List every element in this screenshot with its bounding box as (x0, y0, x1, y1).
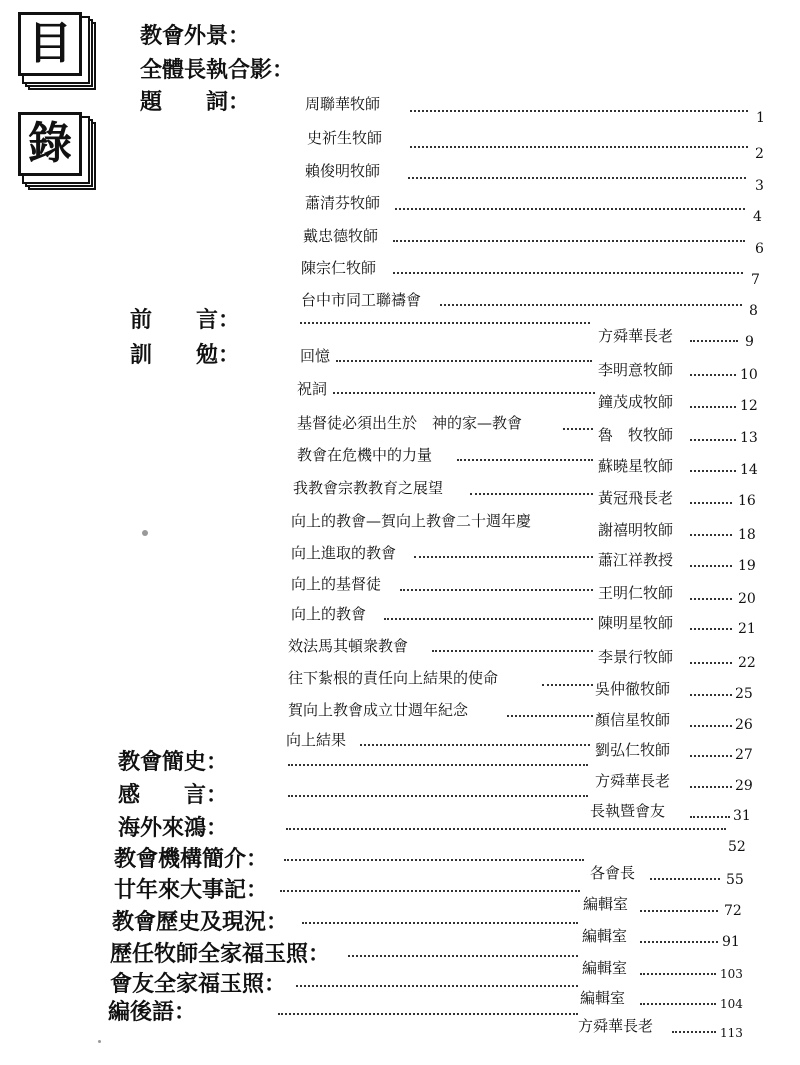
toc-entry-page: 8 (749, 303, 758, 319)
toc-entry-author: 編輯室 (582, 927, 628, 945)
scan-speck (98, 1040, 101, 1043)
toc-entry-page: 7 (751, 272, 760, 288)
toc-entry-page: 26 (735, 717, 753, 733)
toc-entry-page: 113 (720, 1026, 743, 1040)
toc-entry-title: 祝詞 (297, 380, 328, 398)
toc-entry-title: 台中市同工聯禱會 (301, 291, 422, 309)
section-history: 教會簡史： (118, 750, 229, 775)
toc-entry-page: 31 (733, 808, 751, 824)
title-char-mu: 目 (18, 12, 82, 76)
toc-entry-author: 謝禧明牧師 (598, 521, 674, 539)
toc-entry-title: 我教會宗教教育之展望 (293, 479, 444, 497)
toc-entry-page: 10 (740, 367, 758, 383)
toc-entry-title: 向上的基督徒 (291, 575, 382, 593)
toc-entry-title: 周聯華牧師 (305, 95, 381, 113)
toc-entry-author: 方舜華長老 (595, 772, 671, 790)
section-pastors-photos: 歷任牧師全家福玉照： (110, 942, 331, 967)
toc-entry-page: 19 (738, 558, 756, 574)
toc-entry-title: 向上進取的教會 (291, 544, 397, 562)
toc-entry-page: 27 (735, 747, 753, 763)
section-preface: 前 言： (130, 308, 241, 333)
toc-entry-author: 吳仲徹牧師 (595, 680, 671, 698)
toc-entry-page: 16 (738, 493, 756, 509)
toc-entry-author: 顏信星牧師 (595, 711, 671, 729)
toc-entry-title: 教會在危機中的力量 (297, 446, 433, 464)
toc-entry-title: 向上的教會 (291, 605, 367, 623)
toc-entry-author: 李景行牧師 (598, 648, 674, 666)
toc-entry-page: 9 (745, 334, 754, 350)
section-overseas: 海外來鴻： (118, 816, 229, 841)
toc-entry-author: 黃冠飛長老 (598, 489, 674, 507)
title-char-lu: 錄 (18, 112, 82, 176)
toc-entry-title: 向上結果 (286, 731, 347, 749)
toc-entry-page: 3 (755, 178, 764, 194)
section-chronicle: 廿年來大事記： (114, 878, 269, 903)
toc-entry-author: 編輯室 (582, 959, 628, 977)
toc-entry-author: 蕭江祥教授 (598, 551, 674, 569)
toc-entry-page: 4 (753, 209, 762, 225)
toc-entry-author: 蘇曉星牧師 (598, 457, 674, 475)
toc-entry-page: 104 (720, 997, 743, 1011)
toc-entry-title: 賴俊明牧師 (305, 162, 381, 180)
section-thanks: 感 言： (118, 783, 229, 808)
toc-entry-page: 18 (738, 527, 756, 543)
section-members-photos: 會友全家福玉照： (110, 972, 287, 997)
toc-entry-title: 效法馬其頓衆教會 (288, 637, 409, 655)
section-institutions: 教會機構簡介： (114, 847, 269, 872)
section-history-now: 教會歷史及現況： (112, 910, 289, 935)
toc-entry-page: 52 (728, 839, 746, 855)
toc-entry-title: 回憶 (300, 347, 331, 365)
toc-entry-title: 往下紮根的責任向上結果的使命 (288, 669, 499, 687)
toc-entry-page: 72 (724, 903, 742, 919)
toc-entry-page: 12 (740, 398, 758, 414)
title-block-lu (18, 112, 96, 190)
title-block-mu (18, 12, 96, 90)
toc-entry-page: 14 (740, 462, 758, 478)
scan-speck (142, 530, 148, 536)
toc-entry-page: 2 (755, 146, 764, 162)
section-exterior: 教會外景： (140, 24, 251, 49)
section-inscriptions: 題 詞： (140, 90, 251, 115)
toc-entry-page: 1 (756, 110, 765, 126)
toc-entry-page: 22 (738, 655, 756, 671)
toc-entry-author: 劉弘仁牧師 (595, 741, 671, 759)
toc-entry-page: 25 (735, 686, 753, 702)
section-afterword: 編後語： (108, 1000, 197, 1025)
toc-entry-title: 陳宗仁牧師 (301, 259, 377, 277)
toc-entry-author: 李明意牧師 (598, 361, 674, 379)
toc-entry-author: 編輯室 (580, 989, 626, 1007)
toc-entry-title: 戴忠德牧師 (303, 227, 379, 245)
toc-entry-title: 賀向上教會成立廿週年紀念 (288, 701, 469, 719)
toc-entry-page: 6 (755, 241, 764, 257)
toc-entry-page: 55 (726, 872, 744, 888)
toc-entry-author: 王明仁牧師 (598, 584, 674, 602)
toc-entry-page: 103 (720, 967, 743, 981)
toc-entry-author: 長執暨會友 (590, 802, 666, 820)
toc-entry-author: 魯 牧牧師 (598, 426, 674, 444)
toc-entry-title: 史祈生牧師 (307, 129, 383, 147)
toc-entry-page: 91 (722, 934, 740, 950)
toc-entry-title: 蕭清芬牧師 (305, 194, 381, 212)
toc-entry-page: 20 (738, 591, 756, 607)
toc-entry-author: 方舜華長老 (578, 1017, 654, 1035)
toc-entry-title: 基督徒必須出生於 神的家—教會 (297, 414, 523, 432)
toc-entry-title: 向上的教會—賀向上教會二十週年慶 (291, 512, 532, 530)
toc-entry-page: 13 (740, 430, 758, 446)
toc-entry-page: 21 (738, 621, 756, 637)
toc-entry-author: 方舜華長老 (598, 327, 674, 345)
section-exhortation: 訓 勉： (130, 343, 241, 368)
toc-entry-author: 各會長 (590, 864, 636, 882)
toc-entry-author: 鐘茂成牧師 (598, 393, 674, 411)
toc-entry-author: 編輯室 (583, 895, 629, 913)
toc-entry-author: 陳明星牧師 (598, 614, 674, 632)
section-group-photo: 全體長執合影： (140, 58, 295, 83)
toc-entry-page: 29 (735, 778, 753, 794)
